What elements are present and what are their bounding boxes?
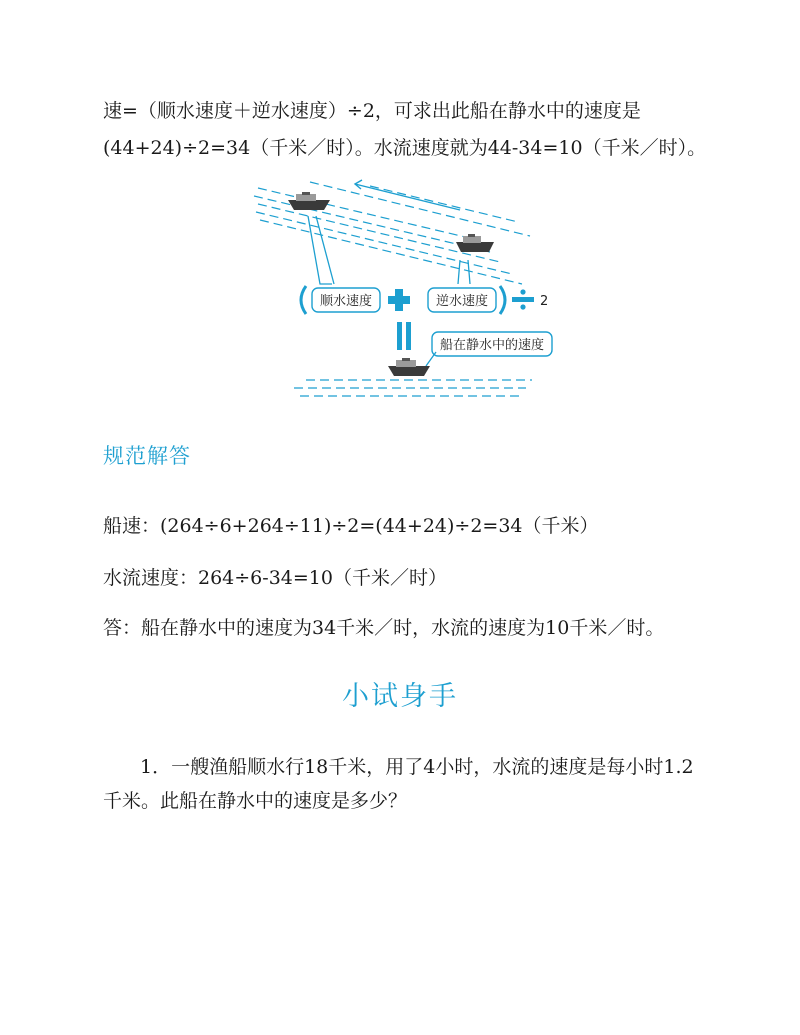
boat-upstream-icon: [456, 234, 494, 252]
solution-heading: 规范解答: [103, 444, 191, 468]
equals-icon: [397, 322, 411, 350]
plus-icon: [388, 289, 410, 311]
left-paren: [301, 286, 306, 314]
answer-line: 答：船在静水中的速度为34千米／时，水流的速度为10千米／时。: [103, 617, 665, 639]
downstream-label: 顺水速度: [319, 294, 373, 309]
paragraph-line-2: (44+24)÷2=34（千米／时）。水流速度就为44-34=10（千米／时）。: [103, 137, 707, 159]
still-water-label: 船在静水中的速度: [439, 338, 545, 353]
question-1-line-2: 千米。此船在静水中的速度是多少？: [103, 790, 408, 812]
divide-icon: [512, 289, 534, 309]
divisor-label: 2: [540, 294, 549, 309]
speed-diagram-svg: [250, 176, 560, 404]
right-paren: [500, 286, 505, 314]
upstream-label: 逆水速度: [435, 294, 489, 309]
still-water-lines: [294, 380, 532, 396]
speed-diagram: [250, 176, 560, 408]
water-speed-line: 水流速度：264÷6-34=10（千米／时）: [103, 567, 447, 589]
practice-heading: 小试身手: [342, 681, 458, 712]
boat-downstream-icon: [288, 192, 330, 210]
river-current-lines: [254, 182, 530, 284]
boat-speed-line: 船速：(264÷6+264÷11)÷2=(44+24)÷2=34（千米）: [103, 515, 599, 537]
boat-still-icon: [388, 358, 430, 376]
question-1-line-1: 1．一艘渔船顺水行18千米，用了4小时，水流的速度是每小时1.2: [140, 756, 694, 778]
paragraph-line-1: 速=（顺水速度＋逆水速度）÷2，可求出此船在静水中的速度是: [103, 100, 641, 122]
